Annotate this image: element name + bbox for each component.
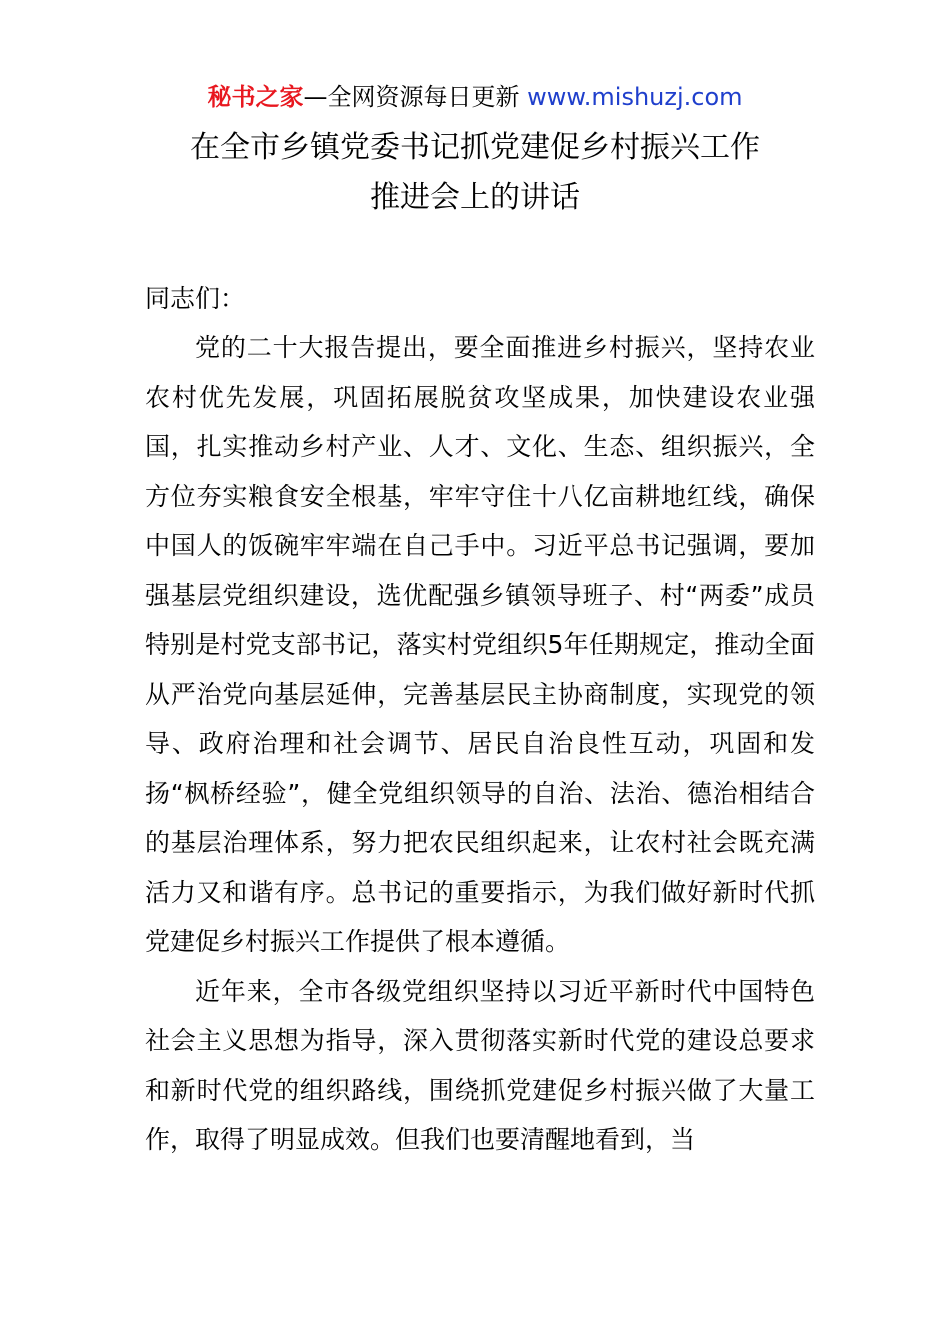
site-header xyxy=(0,80,950,114)
site-url-link[interactable]: www.mishuzj.com xyxy=(527,83,743,111)
body-paragraph: 党的二十大报告提出，要全面推进乡村振兴，坚持农业农村优先发展，巩固拓展脱贫攻坚成果，加快建设农业强国，扎实推动乡村产业、人才、文化、生态、组织振兴，全方位夯实粮食安全根基，牢牢守住十八亿亩耕地红线，确保中国人的饭碗牢牢端在自己手中。习近平总书记强调，要加强基层党组织建设，选优配强乡镇领导班子、村“两委”成员特别是村党支部书记，落实村党组织5年任期规定，推动全面从严治党向基层延伸，完善基层民主协商制度，实现党的领导、政府治理和社会调节、居民自治良性互动，巩固和发扬“枫桥经验”，健全党组织领导的自治、法治、德治相结合的基层治理体系，努力把农民组织起来，让农村社会既充满活力又和谐有序。总书记的重要指示，为我们做好新时代抓党建促乡村振兴工作提供了根本遵循。 xyxy=(145,333,815,956)
body-paragraph: 近年来，全市各级党组织坚持以习近平新时代中国特色社会主义思想为指导，深入贯彻落实新时代党的建设总要求和新时代党的组织路线，围绕抓党建促乡村振兴做了大量工作，取得了明显成效。但我们也要清醒地看到，当 xyxy=(145,976,815,1154)
site-tagline: —全网资源每日更新 xyxy=(303,83,528,111)
document-body xyxy=(145,323,815,1165)
document-title-line-2: 推进会上的讲话 xyxy=(370,180,580,215)
salutation: 同志们： xyxy=(145,284,246,313)
document-title-line-1: 在全市乡镇党委书记抓党建促乡村振兴工作 xyxy=(190,130,760,165)
site-brand: 秘书之家 xyxy=(207,83,304,111)
